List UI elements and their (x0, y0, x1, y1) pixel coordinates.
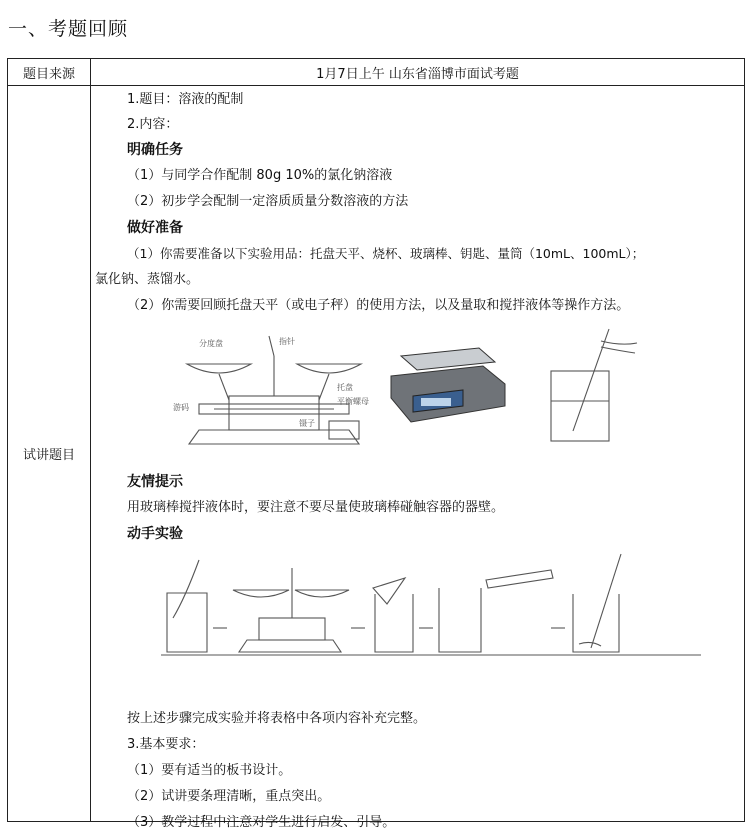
label-tweezers: 镊子 (299, 419, 315, 428)
requirement-2: （2）试讲要条理清晰，重点突出。 (127, 789, 331, 804)
stirring-beaker-image (541, 321, 641, 446)
instruction-text: 按上述步骤完成实验并将表格中各项内容补充完整。 (127, 711, 427, 726)
table-content-row (8, 86, 745, 822)
task-1: （1）与同学合作配制 80g 10%的氯化钠溶液 (127, 168, 393, 183)
requirements-heading: 3.基本要求： (127, 737, 205, 752)
task-2: （2）初步学会配制一定溶质质量分数溶液的方法 (127, 194, 409, 209)
heading-tip: 友情提示 (127, 474, 183, 490)
row-label: 试讲题目 (8, 86, 91, 822)
requirement-1: （1）要有适当的板书设计。 (127, 763, 292, 778)
tip-text: 用玻璃棒搅拌液体时，要注意不要尽量使玻璃棒碰触容器的器壁。 (127, 500, 505, 515)
label-pointer: 指针 (279, 337, 295, 346)
balance-diagram (169, 326, 379, 456)
topic-line: 1.题目：溶液的配制 (127, 92, 244, 107)
source-value: 1月7日上午 山东省淄博市面试考题 (91, 59, 745, 86)
label-pan: 托盘 (337, 383, 353, 392)
prepare-2: （2）你需要回顾托盘天平（或电子秤）的使用方法，以及量取和搅拌液体等操作方法。 (127, 298, 630, 313)
heading-task: 明确任务 (127, 142, 183, 158)
table-header-row (8, 59, 745, 86)
content-line: 2.内容： (127, 117, 179, 132)
prepare-1: （1）你需要准备以下实验用品：托盘天平、烧杯、玻璃棒、钥匙、量筒（10mL、100mL）； (127, 246, 645, 261)
heading-experiment: 动手实验 (127, 526, 183, 542)
electronic-scale-image (383, 336, 513, 436)
requirement-3: （3）教学过程中注意对学生进行启发、引导。 (127, 815, 396, 830)
exam-table (7, 58, 745, 830)
label-nut: 平衡螺母 (337, 397, 369, 406)
label-rider: 游码 (173, 403, 189, 412)
label-scale: 分度盘 (199, 339, 223, 348)
section-title: 一、考题回顾 (8, 18, 129, 40)
source-label: 题目来源 (8, 59, 91, 86)
content-cell (91, 86, 745, 830)
prepare-1-cont: 氯化钠、蒸馏水。 (95, 272, 200, 287)
experiment-steps-diagram (161, 548, 731, 663)
heading-prepare: 做好准备 (127, 220, 183, 236)
